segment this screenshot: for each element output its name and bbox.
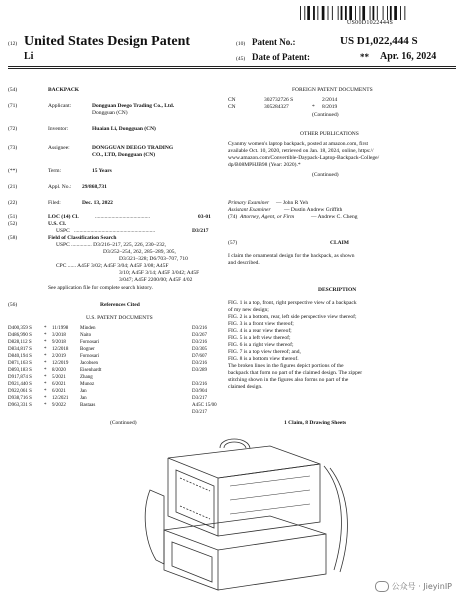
barcode-bar — [387, 6, 388, 20]
ref-name: Jan — [80, 389, 87, 394]
f72-code: (72) — [8, 126, 18, 132]
ref-mark: * — [44, 389, 47, 394]
f72-label: Inventor: — [48, 126, 69, 132]
ref-no: D963,331 S — [8, 403, 32, 408]
ref-no: D840,194 S — [8, 354, 32, 359]
f52-value: D3/217 — [192, 228, 209, 234]
f54-title: BACKPACK — [48, 87, 80, 93]
patent-no: US D1,022,444 S — [340, 35, 418, 47]
f73-value: DONGGUAN DEEGO TRADING — [92, 145, 174, 151]
claim-code: (57) — [228, 240, 238, 246]
ref-mark: * — [44, 326, 47, 331]
foreign-1-mark: * — [312, 104, 315, 110]
description-line: stitching shown in the figures also forms no part of the — [228, 377, 349, 383]
patent-no-label: Patent No.: — [252, 37, 296, 47]
f73-value2: CO., LTD, Dongguan (CN) — [92, 152, 156, 158]
ref-mark: * — [44, 396, 47, 401]
f71-label: Applicant: — [48, 103, 72, 109]
barcode-bar — [404, 6, 405, 20]
barcode-bar — [373, 6, 375, 20]
ref-cl: D3/267 — [192, 333, 207, 338]
shoulder-strap-2 — [330, 468, 347, 572]
assistant-name: — Dustin Andrew Griffith — [284, 207, 343, 213]
ref-mark: * — [44, 403, 47, 408]
other-line-2: www.amazon.com/Convertible-Daypack-Laptop-Backpack-College/ — [228, 155, 380, 161]
ref-date: 6/2021 — [52, 389, 66, 394]
other-line-0: Cyanmy women's laptop backpack, posted at amazon.com, first — [228, 141, 368, 147]
ref-name: Jan — [80, 396, 87, 401]
examiner-label: Primary Examiner — [228, 200, 270, 206]
ref-no: D922,061 S — [8, 389, 32, 394]
description-line: FIG. 1 is a top, front, right perspective view of a backpack — [228, 300, 357, 306]
assistant-label: Assistant Examiner — [228, 207, 271, 213]
ref-cl: D3/216 — [192, 361, 207, 366]
ref-cl: D3/904 — [192, 389, 207, 394]
barcode-bar — [355, 6, 356, 20]
f58-line-6: See application file for complete search history. — [48, 285, 153, 291]
description-line: FIG. 4 is a rear view thereof; — [228, 328, 292, 334]
foreign-1-date: 8/2019 — [322, 104, 338, 110]
lower-top-edge — [164, 516, 326, 534]
barcode-bar — [383, 6, 384, 20]
f21-code: (21) — [8, 184, 18, 190]
ref-cl: D3/216 — [192, 340, 207, 345]
f21-label: Appl. No.: — [48, 184, 72, 190]
f56-label: References Cited — [100, 302, 140, 308]
ref-cl: A45C 15/00 — [192, 403, 217, 408]
description-line: FIG. 5 is a left view thereof; — [228, 335, 291, 341]
ref-date: 5/2021 — [52, 375, 66, 380]
ref-cl: D3/217 — [192, 396, 207, 401]
ref-name: Zhang — [80, 375, 93, 380]
barcode-bar — [317, 6, 318, 20]
barcode-number: US00D1022444S — [346, 20, 394, 26]
ref-no: D921,440 S — [8, 382, 32, 387]
lower-pocket — [172, 542, 212, 582]
description-line: of my new design; — [228, 307, 269, 313]
patent-title: United States Design Patent — [24, 34, 191, 49]
barcode-bar — [390, 6, 392, 20]
barcode-bar — [362, 6, 365, 20]
barcode-bar — [349, 6, 352, 20]
f58-line-4: 3/10; A45F 3/14; A45F 3/042; A45F — [119, 270, 200, 276]
ref-mark: * — [44, 333, 47, 338]
f58-line-1: D3/252–254, 262, 285–289, 305, — [103, 249, 176, 255]
ref-no: D828,112 S — [8, 340, 32, 345]
ref-name: Bogner — [80, 347, 95, 352]
ref-no: D486,990 S — [8, 333, 32, 338]
ref-mark: * — [44, 347, 47, 352]
side-lower-panel — [218, 534, 326, 590]
foreign-1-cc: CN — [228, 104, 236, 110]
side-upper-panel — [218, 464, 320, 536]
attorney-code: (74) — [228, 214, 238, 220]
f58-label: Field of Classification Search — [48, 235, 117, 241]
code-45: (45) — [236, 56, 246, 62]
f58-line-3: CPC ...... A45F 3/02; A45F 3/04; A45F 3/08; A45F — [56, 263, 169, 269]
ref-no: D400,359 S — [8, 326, 32, 331]
ref-no: D893,183 S — [8, 368, 32, 373]
patent-date: Apr. 16, 2024 — [380, 51, 437, 62]
right-continued-2: (Continued) — [312, 172, 339, 178]
f71-value: Dongguan Deego Trading Co., Ltd. — [92, 103, 175, 109]
description-line: FIG. 3 is a front view thereof; — [228, 321, 294, 327]
foreign-title: FOREIGN PATENT DOCUMENTS — [292, 87, 373, 93]
f54-code: (54) — [8, 87, 18, 93]
ref-mark: * — [44, 361, 47, 366]
claim-text-1: I claim the ornamental design for the backpack, as shown — [228, 253, 355, 259]
fterm-value: 15 Years — [92, 168, 112, 174]
date-marks: ** — [360, 52, 369, 62]
f51-label: LOC (14) Cl. — [48, 214, 79, 220]
ref-cl: D3/216 — [192, 326, 207, 331]
ref-mark: * — [44, 382, 47, 387]
barcode-bar — [345, 6, 347, 20]
foreign-0-cc: CN — [228, 97, 236, 103]
barcode-bar — [328, 6, 329, 20]
ref-date: 12/2018 — [52, 347, 69, 352]
ref-name: Eisenhardt — [80, 368, 102, 373]
ref-cl: D3/216 — [192, 382, 207, 387]
f52-uspc: USPC — [56, 228, 70, 234]
attorney-label: Attorney, Agent, or Firm — [240, 214, 295, 220]
zipper-line-2 — [180, 506, 210, 519]
barcode — [300, 6, 440, 20]
description-line: FIG. 2 is a bottom, rear, left side perspective view thereof; — [228, 314, 357, 320]
claim-text-2: and described. — [228, 260, 260, 266]
ref-cl: D3/305 — [192, 347, 207, 352]
ref-date: 12/2019 — [52, 361, 69, 366]
description-line: claimed design. — [228, 384, 263, 390]
foreign-0-date: 2/2014 — [322, 97, 338, 103]
ref-no: D938,716 S — [8, 396, 32, 401]
foreign-1-no: 305284327 — [264, 104, 289, 110]
ref-date: 9/2018 — [52, 340, 66, 345]
foreign-0-no: 302732726 S — [264, 97, 294, 103]
barcode-bar — [359, 6, 360, 20]
barcode-bar — [338, 6, 339, 20]
barcode-bar — [300, 6, 301, 20]
f58-line-0: USPC ............... D3/216–217, 225, 226, 230–232, — [56, 242, 167, 248]
other-pubs-title: OTHER PUBLICATIONS — [300, 131, 359, 137]
right-continued-1: (Continued) — [312, 112, 339, 118]
attorney-name: — Andrew C. Cheng — [311, 214, 358, 220]
f73-label: Assignee: — [48, 145, 70, 151]
description-line: FIG. 7 is a top view thereof; and, — [228, 349, 301, 355]
ref-mark: * — [44, 375, 47, 380]
f51-code: (51) — [8, 214, 18, 220]
f72-value: Huaian Li, Dongguan (CN) — [92, 126, 156, 132]
description-title: DESCRIPTION — [318, 287, 357, 293]
left-continued: (Continued) — [110, 420, 137, 426]
handle-inner-line — [224, 442, 246, 448]
barcode-bar — [370, 6, 371, 20]
code-10: (10) — [236, 41, 246, 47]
watermark-text: 公众号 · JieyinIP — [391, 582, 452, 591]
ref-name: Naito — [80, 333, 92, 338]
wechat-icon — [375, 581, 389, 592]
ref-name: Bastaas — [80, 403, 96, 408]
header-rule-2 — [8, 68, 456, 69]
ref-no: D917,874 S — [8, 375, 32, 380]
f52-dots: ........................................................... — [74, 228, 156, 234]
barcode-bar — [307, 6, 310, 20]
ref-no: D871,163 S — [8, 361, 32, 366]
ref-mark: * — [44, 368, 47, 373]
top-panel — [168, 446, 320, 478]
barcode-bar — [400, 6, 401, 20]
f71-code: (71) — [8, 103, 18, 109]
barcode-bar — [341, 6, 343, 20]
ref-mark: * — [44, 340, 47, 345]
front-upper-panel — [168, 458, 218, 536]
watermark — [375, 581, 452, 592]
ref-date: 6/2021 — [52, 382, 66, 387]
fterm-code: (**) — [8, 168, 18, 174]
zipper-line-1 — [180, 478, 210, 491]
barcode-bar — [394, 6, 397, 20]
f58-line-2: D3/321–328; D6/703–707, 710 — [119, 256, 188, 262]
f52-code: (52) — [8, 221, 18, 227]
examiner-name: — John R Yeh — [276, 200, 309, 206]
fterm-label: Term: — [48, 168, 62, 174]
barcode-bar — [322, 6, 325, 20]
description-line: FIG. 8 is a bottom view thereof. — [228, 356, 299, 362]
f71-value2: Dongguan (CN) — [92, 110, 128, 116]
claim-title: CLAIM — [330, 240, 349, 246]
f22-code: (22) — [8, 200, 18, 206]
ref-date: 11/1998 — [52, 326, 69, 331]
ref-date: 12/2021 — [52, 396, 69, 401]
backpack-drawing — [120, 430, 360, 600]
ref-date: 9/2022 — [52, 403, 66, 408]
barcode-bar — [332, 6, 333, 20]
ref-name: Fornosari — [80, 354, 100, 359]
other-line-3: dp/B08MPHJB98 (Year: 2020).* — [228, 162, 301, 168]
header-rule — [8, 66, 456, 67]
ref-cl: D3/289 — [192, 368, 207, 373]
f52-label: U.S. Cl. — [48, 221, 67, 227]
f58-line-5: 3/047; A45F 2200/00; A45F 4/02 — [119, 277, 193, 283]
ref-mark: * — [44, 354, 47, 359]
side-pocket — [145, 490, 164, 564]
f58-code: (58) — [8, 235, 18, 241]
ref-date: 3/2018 — [52, 333, 66, 338]
panel-lines — [230, 476, 310, 514]
barcode-bar — [304, 6, 305, 20]
description-line: FIG. 6 is a right view thereof; — [228, 342, 294, 348]
code-12: (12) — [8, 41, 18, 47]
ref-no: D834,817 S — [8, 347, 32, 352]
f22-value: Dec. 13, 2022 — [82, 200, 113, 206]
other-line-1: available Oct. 10, 2020, retrieved on Jan. 18, 2024, online, https:// — [228, 148, 374, 154]
us-docs-title: U.S. PATENT DOCUMENTS — [86, 315, 153, 321]
ref-date: 8/2020 — [52, 368, 66, 373]
date-label: Date of Patent: — [252, 52, 310, 62]
ref-cl: D3/217 — [192, 410, 207, 415]
claims-sheets: 1 Claim, 8 Drawing Sheets — [284, 420, 347, 426]
f21-value: 29/868,731 — [82, 184, 107, 190]
f73-code: (73) — [8, 145, 18, 151]
description-line: backpack that form no part of the claimed design. The zipper — [228, 370, 363, 376]
ref-name: Munoz — [80, 382, 95, 387]
barcode-bar — [313, 6, 315, 20]
f22-label: Filed: — [48, 200, 61, 206]
f51-dots: ........................................ — [95, 214, 150, 220]
ref-name: Fornosari — [80, 340, 100, 345]
barcode-bar — [377, 6, 378, 20]
ref-name: Jacobsen — [80, 361, 99, 366]
ref-cl: D7/607 — [192, 354, 207, 359]
description-line: The broken lines in the figures depict portions of the — [228, 363, 344, 369]
ref-name: Minden — [80, 326, 96, 331]
ref-date: 2/2019 — [52, 354, 66, 359]
f56-code: (56) — [8, 302, 18, 308]
inventor-surname: Li — [24, 51, 34, 62]
f51-value: 03-01 — [198, 214, 211, 220]
